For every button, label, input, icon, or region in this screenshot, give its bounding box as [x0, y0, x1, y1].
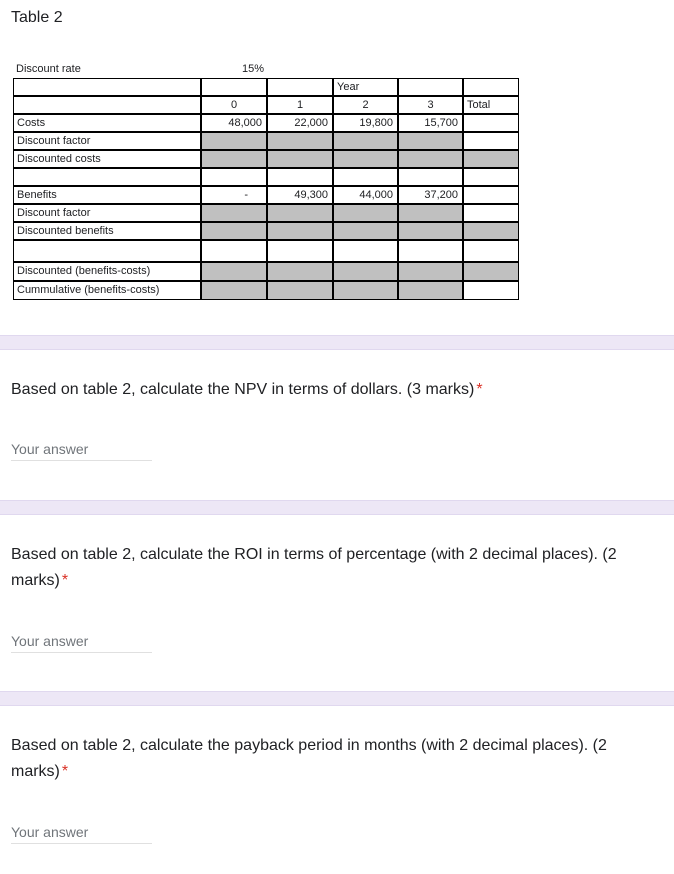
cumulative-net-cell [201, 281, 267, 300]
discounted-benefits-cell [398, 222, 463, 240]
spacer-cell [463, 240, 519, 262]
costs-year-0: 48,000 [201, 114, 267, 132]
costs-label: Costs [13, 114, 201, 132]
discounted-costs-cell [398, 150, 463, 168]
discounted-benefits-label: Discounted benefits [13, 222, 201, 240]
costs-year-3: 15,700 [398, 114, 463, 132]
discounted-costs-total [463, 150, 519, 168]
discount-factor-costs-cell [201, 132, 267, 150]
question-text: Based on table 2, calculate the NPV in terms of dollars. (3 marks) [11, 381, 475, 398]
question-text: Based on table 2, calculate the ROI in terms of percentage (with 2 decimal places). (2 marks) [11, 546, 617, 589]
year-0-header: 0 [201, 96, 267, 114]
roi-answer-input[interactable] [11, 629, 152, 653]
header-blank-cell [463, 78, 519, 96]
discounted-benefits-cell [333, 222, 398, 240]
question-roi [11, 542, 661, 594]
discount-factor-benefits-cell [333, 204, 398, 222]
benefits-year-3: 37,200 [398, 186, 463, 204]
costs-year-2: 19,800 [333, 114, 398, 132]
cumulative-net-cell [267, 281, 333, 300]
section-divider [0, 500, 674, 515]
benefits-label: Benefits [13, 186, 201, 204]
benefits-total [463, 186, 519, 204]
year-1-header: 1 [267, 96, 333, 114]
question-npv [11, 377, 661, 403]
discount-factor-benefits-cell [267, 204, 333, 222]
discounted-net-cell [398, 262, 463, 281]
cumulative-net-cell [398, 281, 463, 300]
discounted-benefits-total [463, 222, 519, 240]
question-payback [11, 733, 661, 785]
total-header: Total [463, 96, 519, 114]
benefits-year-0: - [201, 186, 267, 204]
discount-factor-benefits-cell [398, 204, 463, 222]
year-header: Year [333, 78, 398, 96]
spacer-cell [398, 240, 463, 262]
header-blank-cell [13, 96, 201, 114]
discounted-costs-cell [333, 150, 398, 168]
spacer-cell [201, 240, 267, 262]
discounted-benefits-cell [201, 222, 267, 240]
discounted-net-cell [333, 262, 398, 281]
spacer-cell [13, 240, 201, 262]
spacer-cell [463, 168, 519, 186]
year-3-header: 3 [398, 96, 463, 114]
discounted-net-cell [201, 262, 267, 281]
spacer-cell [333, 240, 398, 262]
discount-factor-costs-label: Discount factor [13, 132, 201, 150]
discounted-net-cell [267, 262, 333, 281]
header-blank-cell [267, 78, 333, 96]
required-asterisk: * [61, 763, 69, 780]
table-title: Table 2 [11, 9, 63, 26]
data-table [13, 78, 519, 300]
spacer-cell [333, 168, 398, 186]
npv-answer-input[interactable] [11, 437, 152, 461]
discounted-costs-cell [267, 150, 333, 168]
header-blank-cell [13, 78, 201, 96]
required-asterisk: * [476, 381, 483, 398]
discount-factor-costs-total [463, 132, 519, 150]
question-text: Based on table 2, calculate the payback period in months (with 2 decimal places). (2 marks) [11, 737, 607, 780]
costs-total [463, 114, 519, 132]
section-divider [0, 691, 674, 706]
section-divider [0, 335, 674, 350]
table-card [0, 0, 674, 336]
spacer-cell [201, 168, 267, 186]
header-blank-cell [201, 78, 267, 96]
discounted-costs-cell [201, 150, 267, 168]
cumulative-net-label: Cummulative (benefits-costs) [13, 281, 201, 300]
discounted-benefits-cell [267, 222, 333, 240]
discount-factor-benefits-total [463, 204, 519, 222]
discount-rate-value: 15% [242, 63, 265, 75]
cumulative-net-total [463, 281, 519, 300]
benefits-year-1: 49,300 [267, 186, 333, 204]
spacer-cell [267, 240, 333, 262]
discount-rate-label: Discount rate [16, 63, 81, 75]
discount-factor-benefits-label: Discount factor [13, 204, 201, 222]
header-blank-cell [398, 78, 463, 96]
required-asterisk: * [61, 572, 69, 589]
spacer-cell [267, 168, 333, 186]
costs-year-1: 22,000 [267, 114, 333, 132]
payback-answer-input[interactable] [11, 820, 152, 844]
spacer-cell [398, 168, 463, 186]
discounted-net-total [463, 262, 519, 281]
cumulative-net-cell [333, 281, 398, 300]
discounted-net-label: Discounted (benefits-costs) [13, 262, 201, 281]
discount-factor-costs-cell [398, 132, 463, 150]
benefits-year-2: 44,000 [333, 186, 398, 204]
discounted-costs-label: Discounted costs [13, 150, 201, 168]
discount-factor-costs-cell [333, 132, 398, 150]
year-2-header: 2 [333, 96, 398, 114]
spacer-cell [13, 168, 201, 186]
discount-factor-costs-cell [267, 132, 333, 150]
discount-factor-benefits-cell [201, 204, 267, 222]
